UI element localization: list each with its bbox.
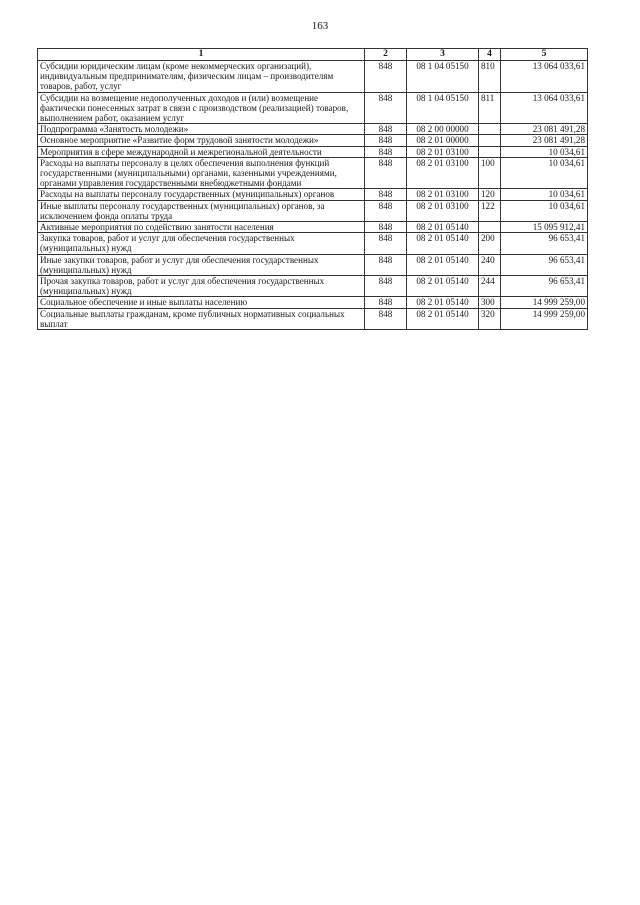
row-sum: 14 999 259,00 [501,308,588,329]
row-ved-code: 848 [365,297,407,308]
table-row [38,135,588,146]
row-sum: 13 064 033,61 [501,92,588,124]
row-name: Расходы на выплаты персоналу в целях обеспечения выполнения функций государственными (муниципальными) органами, казенными учреждениями, органами управления государственными внебюджетными фондами [38,157,365,189]
row-sum: 15 095 912,41 [501,222,588,233]
row-csr-code: 08 2 01 05140 [407,308,479,329]
row-vr-code: 244 [479,276,501,297]
row-name: Основное мероприятие «Развитие форм трудовой занятости молодежи» [38,135,365,146]
row-ved-code: 848 [365,61,407,93]
header-col-2: 2 [365,49,407,61]
row-sum: 96 653,41 [501,233,588,254]
row-name: Расходы на выплаты персоналу государственных (муниципальных) органов [38,189,365,200]
row-csr-code: 08 2 01 03100 [407,146,479,157]
row-csr-code: 08 2 01 05140 [407,222,479,233]
row-csr-code: 08 2 01 03100 [407,157,479,189]
row-name: Мероприятия в сфере международной и межрегиональной деятельности [38,146,365,157]
row-ved-code: 848 [365,124,407,135]
row-ved-code: 848 [365,146,407,157]
row-csr-code: 08 1 04 05150 [407,61,479,93]
row-vr-code: 810 [479,61,501,93]
row-sum: 14 999 259,00 [501,297,588,308]
row-ved-code: 848 [365,308,407,329]
row-sum: 10 034,61 [501,146,588,157]
budget-table [37,48,588,330]
table-row [38,233,588,254]
row-sum: 23 081 491,28 [501,124,588,135]
row-ved-code: 848 [365,200,407,221]
row-csr-code: 08 2 01 05140 [407,254,479,275]
row-name: Социальные выплаты гражданам, кроме публичных нормативных социальных выплат [38,308,365,329]
row-name: Прочая закупка товаров, работ и услуг для обеспечения государственных (муниципальных) нужд [38,276,365,297]
row-name: Субсидии на возмещение недополученных доходов и (или) возмещение фактически понесенных затрат в связи с производством (реализацией) товаров, выполнением работ, оказанием услуг [38,92,365,124]
row-vr-code: 200 [479,233,501,254]
header-col-3: 3 [407,49,479,61]
row-ved-code: 848 [365,254,407,275]
header-col-5: 5 [501,49,588,61]
table-row [38,189,588,200]
row-sum: 10 034,61 [501,157,588,189]
row-sum: 96 653,41 [501,276,588,297]
table-row [38,146,588,157]
header-col-1: 1 [38,49,365,61]
row-csr-code: 08 2 01 05140 [407,233,479,254]
row-vr-code: 240 [479,254,501,275]
row-sum: 10 034,61 [501,200,588,221]
table-row [38,254,588,275]
row-name: Социальное обеспечение и иные выплаты населению [38,297,365,308]
table-body [38,61,588,330]
row-vr-code [479,124,501,135]
row-vr-code: 320 [479,308,501,329]
row-vr-code: 100 [479,157,501,189]
row-ved-code: 848 [365,222,407,233]
header-col-4: 4 [479,49,501,61]
row-vr-code [479,222,501,233]
table-row [38,61,588,93]
header-row [38,49,588,61]
row-sum: 23 081 491,28 [501,135,588,146]
row-ved-code: 848 [365,135,407,146]
row-csr-code: 08 2 01 00000 [407,135,479,146]
row-name: Подпрограмма «Занятость молодежи» [38,124,365,135]
row-vr-code: 300 [479,297,501,308]
table-row [38,297,588,308]
row-vr-code [479,146,501,157]
row-ved-code: 848 [365,157,407,189]
table-row [38,92,588,124]
row-sum: 96 653,41 [501,254,588,275]
row-csr-code: 08 2 01 03100 [407,189,479,200]
table-row [38,276,588,297]
table-row [38,157,588,189]
row-name: Иные закупки товаров, работ и услуг для обеспечения государственных (муниципальных) нужд [38,254,365,275]
row-ved-code: 848 [365,189,407,200]
table-row [38,200,588,221]
row-sum: 13 064 033,61 [501,61,588,93]
row-csr-code: 08 2 01 03100 [407,200,479,221]
row-name: Закупка товаров, работ и услуг для обеспечения государственных (муниципальных) нужд [38,233,365,254]
row-vr-code: 122 [479,200,501,221]
table-row [38,124,588,135]
row-vr-code [479,135,501,146]
row-ved-code: 848 [365,276,407,297]
row-name: Иные выплаты персоналу государственных (муниципальных) органов, за исключением фонда оплаты труда [38,200,365,221]
row-csr-code: 08 2 00 00000 [407,124,479,135]
row-ved-code: 848 [365,92,407,124]
table-header [38,49,588,61]
row-vr-code: 120 [479,189,501,200]
page-number: 163 [311,20,329,32]
row-vr-code: 811 [479,92,501,124]
row-csr-code: 08 1 04 05150 [407,92,479,124]
row-csr-code: 08 2 01 05140 [407,276,479,297]
table-row [38,308,588,329]
row-csr-code: 08 2 01 05140 [407,297,479,308]
row-name: Активные мероприятия по содействию занятости населения [38,222,365,233]
table-row [38,222,588,233]
row-ved-code: 848 [365,233,407,254]
row-name: Субсидии юридическим лицам (кроме некоммерческих организаций), индивидуальным предпринимателям, физическим лицам – производителям товаров, работ, услуг [38,61,365,93]
row-sum: 10 034,61 [501,189,588,200]
